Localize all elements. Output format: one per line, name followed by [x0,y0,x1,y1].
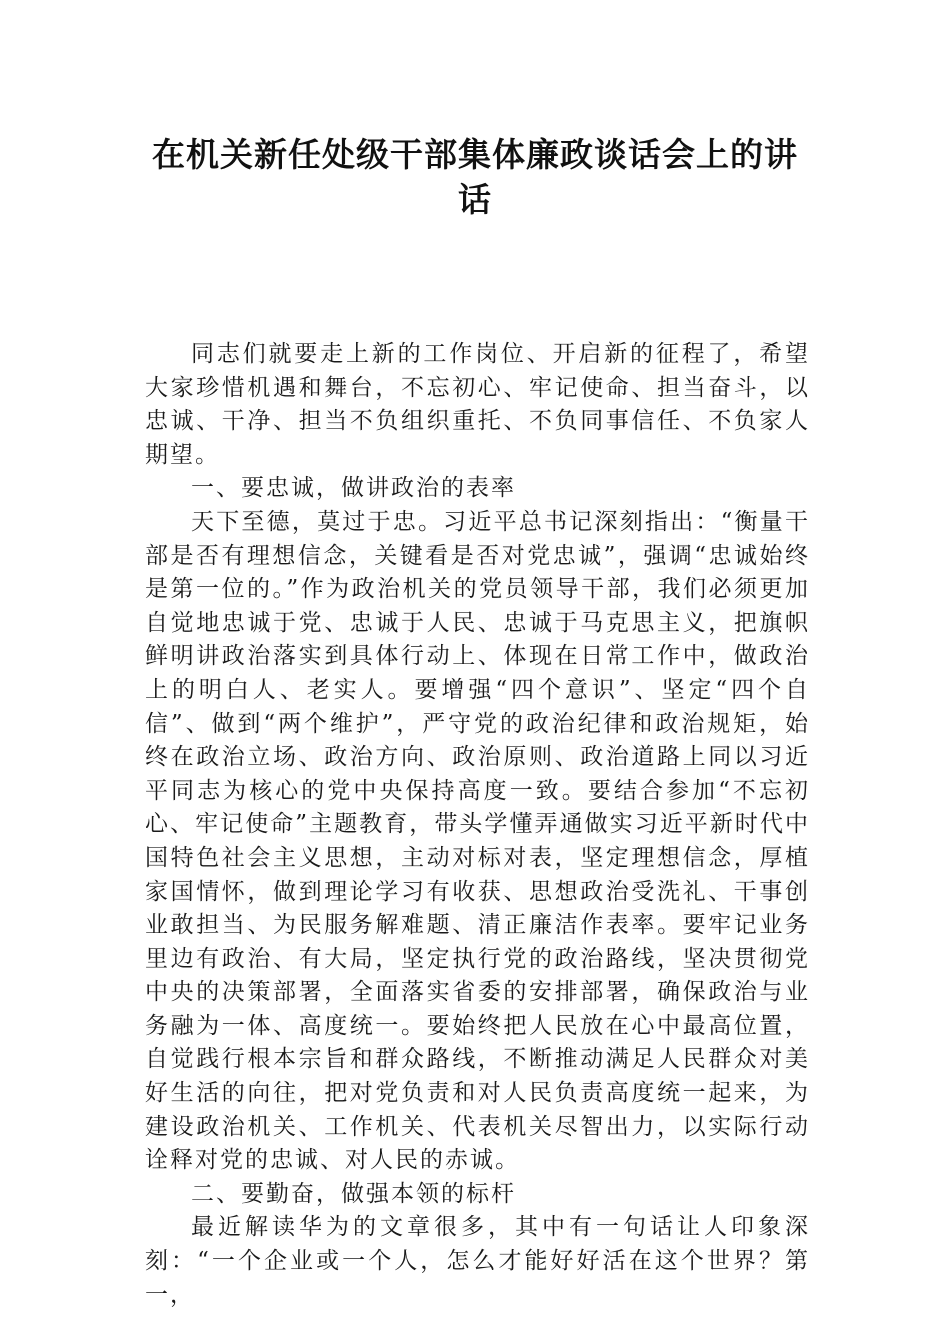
paragraph-diligence: 最近解读华为的文章很多，其中有一句话让人印象深刻：“一个企业或一个人，怎么才能好好活在这个世界？第一， [145,1214,810,1308]
section-heading-1: 一、要忠诚，做讲政治的表率 [191,475,516,502]
document-title: 在机关新任处级干部集体廉政谈话会上的讲话 [152,135,798,219]
paragraph-intro: 同志们就要走上新的工作岗位、开启新的征程了，希望大家珍惜机遇和舞台，不忘初心、牢记使命、担当奋斗，以忠诚、干净、担当不负组织重托、不负同事信任、不负家人期望。 [145,341,810,468]
document-body [145,338,810,1312]
section-heading-2: 二、要勤奋，做强本领的标杆 [191,1180,516,1207]
paragraph-loyalty: 天下至德，莫过于忠。习近平总书记深刻指出：“衡量干部是否有理想信念，关键看是否对党忠诚”，强调“忠诚始终是第一位的。”作为政治机关的党员领导干部，我们必须更加自觉地忠诚于党、忠诚于人民、忠诚于马克思主义，把旗帜鲜明讲政治落实到具体行动上、体现在日常工作中，做政治上的明白人、老实人。要增强“四个意识”、坚定“四个自信”、做到“两个维护”，严守党的政治纪律和政治规矩，始终在政治立场、政治方向、政治原则、政治道路上同以习近平同志为核心的党中央保持高度一致。要结合参加“不忘初心、牢记使命”主题教育，带头学懂弄通做实习近平新时代中国特色社会主义思想，主动对标对表，坚定理想信念，厚植家国情怀，做到理论学习有收获、思想政治受洗礼、干事创业敢担当、为民服务解难题、清正廉洁作表率。要牢记业务里边有政治、有大局，坚定执行党的政治路线，坚决贯彻党中央的决策部署，全面落实省委的安排部署，确保政治与业务融为一体、高度统一。要始终把人民放在心中最高位置，自觉践行根本宗旨和群众路线，不断推动满足人民群众对美好生活的向往，把对党负责和对人民负责高度统一起来，为建设政治机关、工作机关、代表机关尽智出力，以实际行动诠释对党的忠诚、对人民的赤诚。 [145,508,810,1174]
